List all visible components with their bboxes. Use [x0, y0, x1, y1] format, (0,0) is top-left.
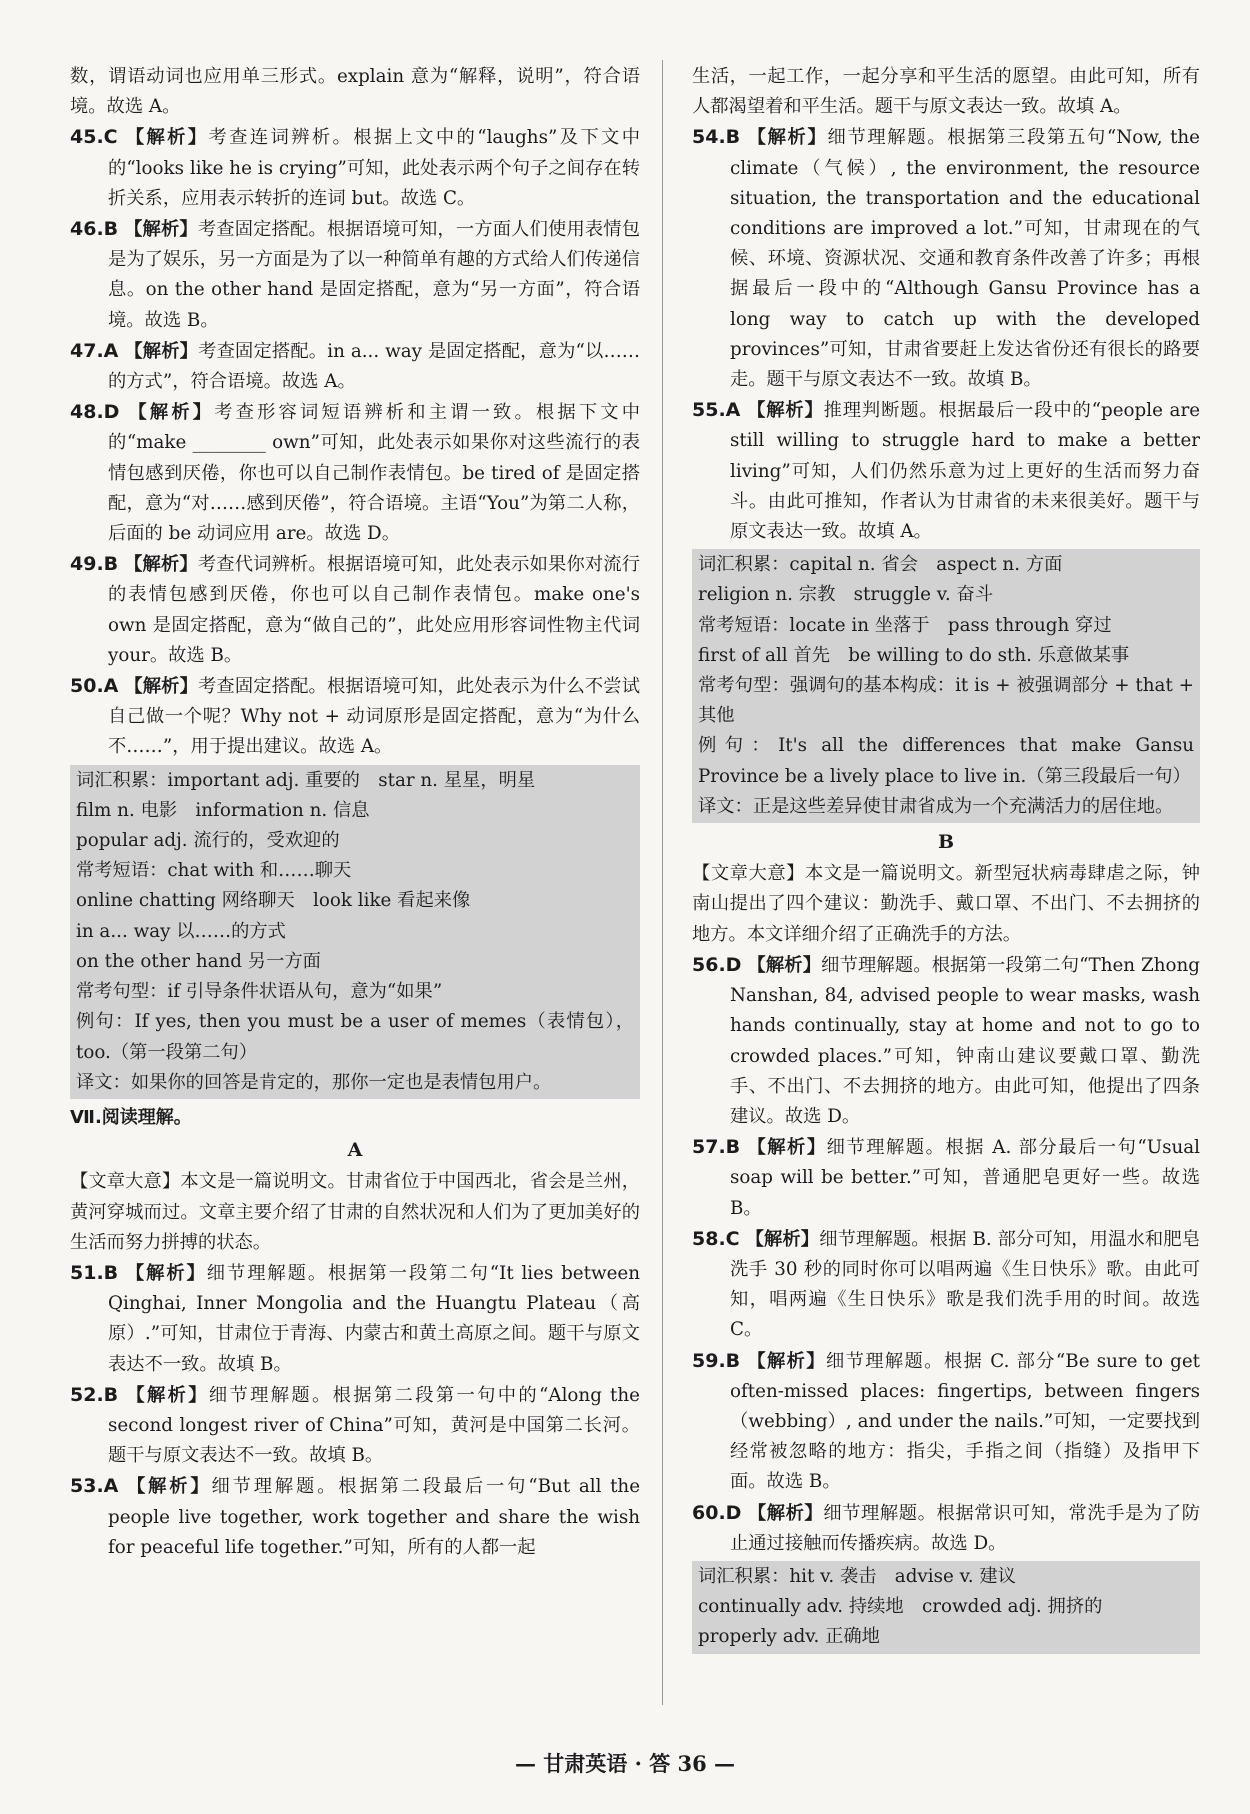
box-line: 词汇积累：important adj. 重要的 star n. 星星，明星	[76, 769, 536, 791]
box-line: in a... way 以……的方式	[76, 920, 286, 942]
box-line: popular adj. 流行的，受欢迎的	[76, 830, 340, 852]
answer-text: 细节理解题。根据常识可知，常洗手是为了防止通过接触而传播疾病。故选 D。	[730, 1502, 1201, 1554]
answer-number: 46.B	[70, 218, 119, 241]
answer-text: 细节理解题。根据 B. 部分可知，用温水和肥皂洗手 30 秒的同时你可以唱两遍《生日快乐》歌。由此可知，唱两遍《生日快乐》歌是我们洗手用的时间。故选 C。	[730, 1228, 1201, 1341]
answer-text: 考查代词辨析。根据语境可知，此处表示如果你对流行的表情包感到厌倦，你也可以自己制作表情包。make one's own 是固定搭配，意为“做自己的”，此处应用形容词性物主代词 your。故选 B。	[108, 554, 641, 666]
summary-a: 【文章大意】本文是一篇说明文。甘肃省位于中国西北，省会是兰州，黄河穿城而过。文章主要介绍了甘肃的自然状况和人们为了更加美好的生活而努力拼搏的状态。	[70, 1171, 640, 1253]
column-divider	[662, 60, 663, 1705]
box-line: 译文：如果你的回答是肯定的，那你一定也是表情包用户。	[76, 1071, 552, 1093]
answer-59	[692, 1346, 1200, 1498]
answer-48	[70, 397, 640, 549]
vocabulary-box	[70, 765, 640, 1099]
answer-54	[692, 122, 1200, 395]
vocabulary-box	[692, 1561, 1200, 1654]
answer-text: 细节理解题。根据第二段最后一句“But all the people live together, work together and share the wish for peaceful life together.”可知，所有的人都一起	[108, 1476, 641, 1558]
answer-46	[70, 214, 640, 336]
answer-number: 56.D	[692, 953, 742, 976]
analysis-tag: 【解析】	[747, 1350, 826, 1372]
analysis-tag: 【解析】	[124, 340, 199, 362]
box-line: on the other hand 另一方面	[76, 950, 321, 972]
answer-56	[692, 950, 1200, 1132]
answer-53	[70, 1471, 640, 1563]
answer-text: 细节理解题。根据第一段第二句“Then Zhong Nanshan, 84, advised people to wear masks, wash hands continually, stay at home and not to go to crowded places.”可知，钟南山建议要戴口罩、勤洗手、不出门、不去拥挤的地方。由此可知，他提出了四条建议。故选 D。	[730, 954, 1201, 1127]
answer-text: 细节理解题。根据 A. 部分最后一句“Usual soap will be better.”可知，普通肥皂更好一些。故选 B。	[730, 1137, 1201, 1219]
answer-47	[70, 336, 640, 397]
box-line: 词汇积累：capital n. 省会 aspect n. 方面	[698, 554, 1063, 576]
answer-57	[692, 1132, 1200, 1224]
box-line: properly adv. 正确地	[698, 1626, 880, 1648]
left-column	[70, 62, 640, 1563]
answer-text: 考查固定搭配。根据语境可知，一方面人们使用表情包是为了娱乐，另一方面是为了以一种简单有趣的方式给人们传递信息。on the other hand 是固定搭配，意为“另一方面”，符合语境。故选 B。	[108, 219, 641, 331]
box-line: online chatting 网络聊天 look like 看起来像	[76, 890, 471, 912]
box-line: 常考句型：强调句的基本构成：it is + 被强调部分 + that + 其他	[698, 675, 1194, 727]
answer-number: 50.A	[70, 675, 119, 698]
answer-50	[70, 671, 640, 763]
continuation-text: 数，谓语动词也应用单三形式。explain 意为“解释，说明”，符合语境。故选 A。	[70, 66, 640, 118]
answer-60	[692, 1498, 1200, 1559]
continuation-text: 生活，一起工作，一起分享和平生活的愿望。由此可知，所有人都渴望着和平生活。题干与原文表达一致。故填 A。	[692, 66, 1200, 118]
analysis-tag: 【解析】	[126, 1384, 209, 1406]
vocabulary-box	[692, 549, 1200, 823]
box-line: 例句：It's all the differences that make Gansu Province be a lively place to live in.（第三段最后一句）	[698, 735, 1194, 787]
answer-text: 考查固定搭配。in a... way 是固定搭配，意为“以……的方式”，符合语境。故选 A。	[108, 340, 641, 393]
analysis-tag: 【解析】	[747, 1502, 824, 1524]
right-column	[692, 62, 1200, 1658]
answer-number: 54.B	[692, 126, 741, 149]
analysis-tag: 【解析】	[745, 1228, 820, 1250]
analysis-tag: 【解析】	[125, 127, 209, 149]
analysis-tag: 【解析】	[747, 1137, 827, 1159]
box-line: religion n. 宗教 struggle v. 奋斗	[698, 584, 994, 606]
passage-heading-b: B	[937, 831, 955, 854]
answer-number: 60.D	[692, 1501, 742, 1524]
analysis-tag: 【解析】	[747, 127, 828, 149]
answer-number: 59.B	[692, 1349, 741, 1372]
analysis-tag: 【解析】	[124, 219, 198, 241]
section-title: Ⅶ.阅读理解。	[70, 1106, 192, 1128]
box-line: continually adv. 持续地 crowded adj. 拥挤的	[698, 1596, 1103, 1618]
box-line: first of all 首先 be willing to do sth. 乐意做某事	[698, 644, 1130, 666]
answer-text: 考查形容词短语辨析和主谓一致。根据下文中的“make ________ own”可知，此处表示如果你对这些流行的表情包感到厌倦，你也可以自己制作表情包。be tired of 是固定搭配，意为“对……感到厌倦”，符合语境。主语“You”为第二人称，后面的 be 动词应用 are。故选 D。	[108, 402, 641, 545]
answer-number: 47.A	[70, 339, 119, 362]
summary-b: 【文章大意】本文是一篇说明文。新型冠状病毒肆虐之际，钟南山提出了四个建议：勤洗手、戴口罩、不出门、不去拥挤的地方。本文详细介绍了正确洗手的方法。	[692, 863, 1200, 945]
answer-text: 考查固定搭配。根据语境可知，此处表示为什么不尝试自己做一个呢？Why not + 动词原形是固定搭配，意为“为什么不……”，用于提出建议。故选 A。	[108, 676, 640, 758]
analysis-tag: 【解析】	[127, 1476, 212, 1498]
page-footer: — 甘肃英语 · 答 36 —	[514, 1751, 736, 1776]
answer-55	[692, 395, 1200, 547]
analysis-tag: 【解析】	[747, 954, 822, 976]
answer-text: 细节理解题。根据 C. 部分“Be sure to get often-missed places: fingertips, between fingers（webbing）, and under the nails.”可知，一定要找到经常被忽略的地方：指尖，手指之间（指缝）及指甲下面。故选 B。	[730, 1350, 1201, 1493]
answer-number: 57.B	[692, 1136, 741, 1159]
answer-number: 55.A	[692, 399, 741, 422]
answer-text: 细节理解题。根据第二段第一句中的“Along the second longest river of China”可知，黄河是中国第二长河。题干与原文表达不一致。故填 B。	[108, 1384, 640, 1467]
answer-text: 细节理解题。根据第一段第二句“It lies between Qinghai, Inner Mongolia and the Huangtu Plateau（高原）.”可知，甘肃位于青海、内蒙古和黄土高原之间。题干与原文表达不一致。故填 B。	[108, 1262, 641, 1375]
answer-49	[70, 549, 640, 671]
passage-heading-a: A	[347, 1139, 363, 1162]
answer-number: 51.B	[70, 1261, 119, 1284]
box-line: 常考短语：chat with 和……聊天	[76, 860, 352, 882]
box-line: 译文：正是这些差异使甘肃省成为一个充满活力的居住地。	[698, 795, 1174, 817]
answer-text: 考查连词辨析。根据上文中的“laughs”及下文中的“looks like he is crying”可知，此处表示两个句子之间存在转折关系，应用表示转折的连词 but。故选 C。	[108, 127, 640, 209]
answer-number: 49.B	[70, 553, 119, 576]
box-line: 常考句型：if 引导条件状语从句，意为“如果”	[76, 981, 443, 1003]
answer-number: 53.A	[70, 1475, 119, 1498]
analysis-tag: 【解析】	[124, 676, 199, 698]
answer-text: 细节理解题。根据第三段第五句“Now, the climate（气候）, the environment, the resource situation, the transportation and the educational conditions are improved a lot.”可知，甘肃现在的气候、环境、资源状况、交通和教育条件改善了许多；再根据最后一段中的“Although Gansu Province has a long way to catch up with the developed provinces”可知，甘肃省要赶上发达省份还有很长的路要走。题干与原文表达不一致。故填 B。	[730, 127, 1201, 391]
analysis-tag: 【解析】	[124, 554, 198, 576]
box-line: 词汇积累：hit v. 袭击 advise v. 建议	[698, 1565, 1016, 1587]
analysis-tag: 【解析】	[747, 400, 824, 422]
answer-45	[70, 122, 640, 214]
analysis-tag: 【解析】	[125, 1262, 207, 1284]
box-line: film n. 电影 information n. 信息	[76, 799, 370, 821]
answer-text: 推理判断题。根据最后一段中的“people are still willing to struggle hard to make a better living”可知，人们仍然乐意为过上更好的生活而努力奋斗。由此可推知，作者认为甘肃省的未来很美好。题干与原文表达一致。故填 A。	[730, 400, 1201, 543]
answer-51	[70, 1258, 640, 1380]
answer-number: 45.C	[70, 126, 118, 149]
answer-number: 58.C	[692, 1227, 740, 1250]
answer-52	[70, 1380, 640, 1472]
answer-58	[692, 1224, 1200, 1346]
answer-number: 48.D	[70, 401, 120, 424]
analysis-tag: 【解析】	[128, 402, 215, 424]
answer-number: 52.B	[70, 1383, 119, 1406]
box-line: 例句：If yes, then you must be a user of memes（表情包），too.（第一段第二句）	[76, 1011, 634, 1063]
box-line: 常考短语：locate in 坐落于 pass through 穿过	[698, 614, 1112, 636]
